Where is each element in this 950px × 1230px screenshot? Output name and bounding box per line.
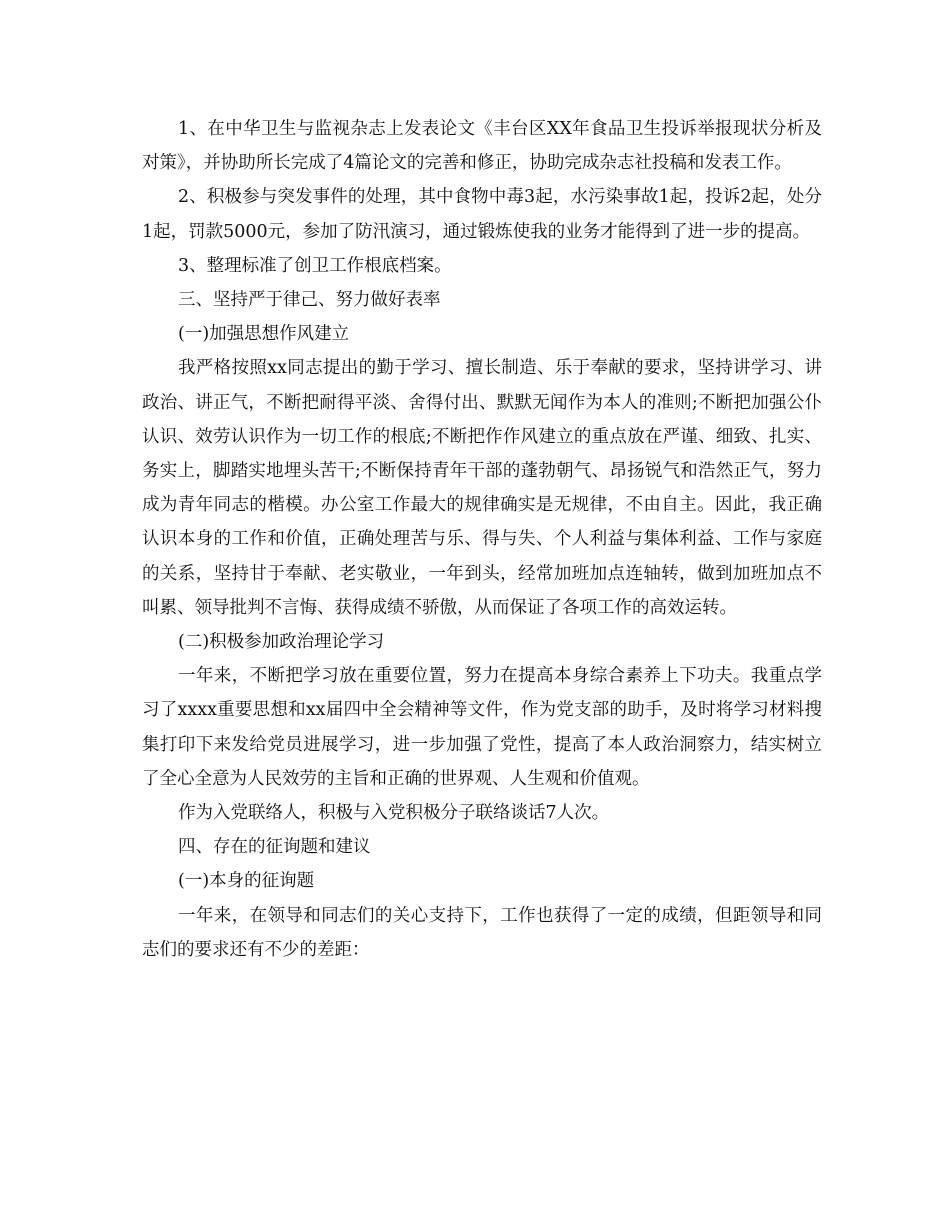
paragraph-5: 一年来，不断把学习放在重要位置，努力在提高本身综合素养上下功夫。我重点学习了xxxx重要思想和xx届四中全会精神等文件，作为党支部的助手，及时将学习材料搜集打印下来发给党员进展学习，进一步加强了党性，提高了本人政治洞察力，结实树立了全心全意为人民效劳的主旨和正确的世界观、人生观和价值观。 <box>142 666 822 789</box>
section-heading-3: 三、坚持严于律己、努力做好表率 <box>178 290 441 311</box>
paragraph-6: 作为入党联络人，积极与入党积极分子联络谈话7人次。 <box>178 803 610 824</box>
paragraph-1: 1、在中华卫生与监视杂志上发表论文《丰台区XX年食品卫生投诉举报现状分析及对策》，并协助所长完成了4篇论文的完善和修正，协助完成杂志社投稿和发表工作。 <box>142 119 822 174</box>
paragraph-7: 一年来，在领导和同志们的关心支持下，工作也获得了一定的成绩，但距领导和同志们的要求还有不少的差距： <box>142 905 822 960</box>
subsection-heading-1: (一)加强思想作风建立 <box>178 324 350 345</box>
paragraph-2: 2、积极参与突发事件的处理，其中食物中毒3起，水污染事故1起，投诉2起，处分1起，罚款5000元，参加了防汛演习，通过锻炼使我的业务才能得到了进一步的提高。 <box>142 187 822 242</box>
section-heading-4: 四、存在的征询题和建议 <box>178 837 371 858</box>
document-body <box>142 112 822 967</box>
paragraph-3: 3、整理标准了创卫工作根底档案。 <box>178 255 452 276</box>
subsection-heading-3: (一)本身的征询题 <box>178 871 315 892</box>
paragraph-4: 我严格按照xx同志提出的勤于学习、擅长制造、乐于奉献的要求，坚持讲学习、讲政治、讲正气，不断把耐得平淡、舍得付出、默默无闻作为本人的准则;不断把加强公仆认识、效劳认识作为一切工作的根底;不断把作作风建立的重点放在严谨、细致、扎实、务实上，脚踏实地埋头苦干;不断保持青年干部的蓬勃朝气、昂扬锐气和浩然正气，努力成为青年同志的楷模。办公室工作最大的规律确实是无规律，不由自主。因此，我正确认识本身的工作和价值，正确处理苦与乐、得与失、个人利益与集体利益、工作与家庭的关系，坚持甘于奉献、老实敬业，一年到头，经常加班加点连轴转，做到加班加点不叫累、领导批判不言悔、获得成绩不骄傲，从而保证了各项工作的高效运转。 <box>142 358 822 618</box>
subsection-heading-2: (二)积极参加政治理论学习 <box>178 632 385 653</box>
